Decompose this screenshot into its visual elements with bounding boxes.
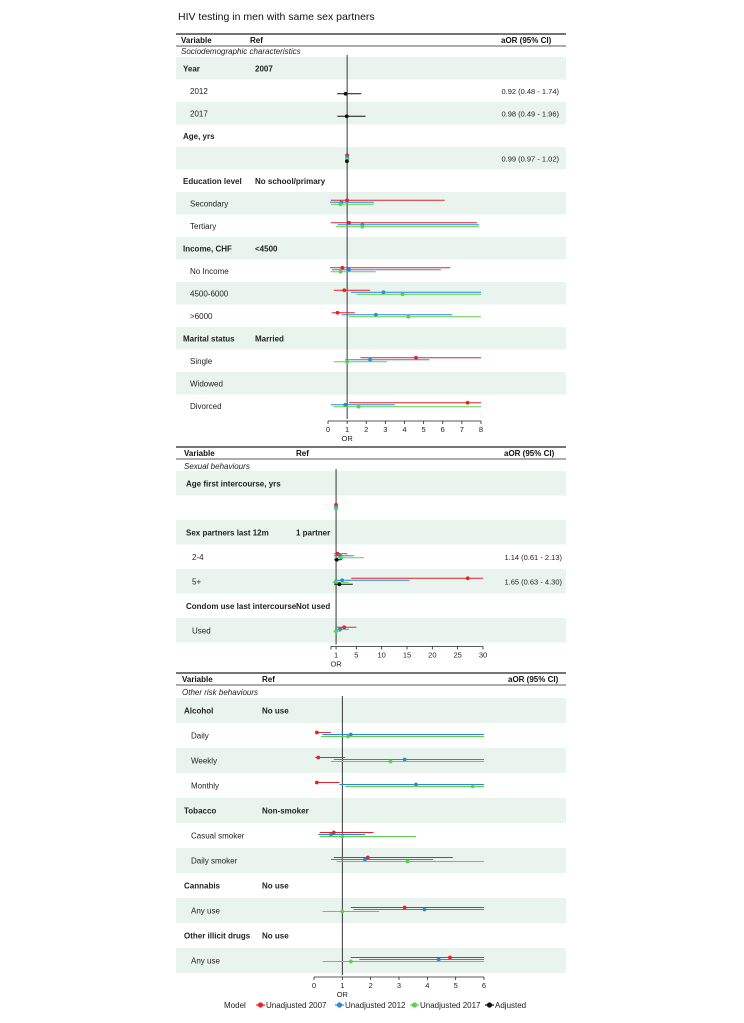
point-estimate-unadjusted-2007 bbox=[414, 356, 418, 360]
level-label-any-use: Any use bbox=[191, 906, 220, 916]
variable-label-tobacco: Tobacco bbox=[184, 806, 217, 816]
level-label-any-use: Any use bbox=[191, 956, 220, 966]
row-band bbox=[176, 698, 566, 723]
variable-label-sex-partners-last-12m: Sex partners last 12m bbox=[186, 528, 269, 538]
point-estimate-unadjusted-2007 bbox=[466, 576, 470, 580]
variable-label-cannabis: Cannabis bbox=[184, 881, 221, 891]
level-label-tertiary: Tertiary bbox=[190, 221, 217, 231]
aor-value: 0.98 (0.49 - 1.96) bbox=[501, 109, 559, 119]
point-estimate-unadjusted-2012 bbox=[414, 783, 418, 787]
panel-sociodemographic-characteristics bbox=[176, 34, 566, 443]
legend-label: Unadjusted 2007 bbox=[266, 1001, 327, 1010]
row-band bbox=[176, 282, 566, 305]
point-estimate-unadjusted-2007 bbox=[336, 311, 340, 315]
point-estimate-unadjusted-2017 bbox=[334, 507, 338, 511]
level-label-secondary: Secondary bbox=[190, 199, 229, 209]
level-label-2-4: 2-4 bbox=[192, 552, 204, 562]
x-tick-label: 6 bbox=[440, 425, 445, 434]
level-label-6000: >6000 bbox=[190, 311, 213, 321]
panel-other-risk-behaviours bbox=[176, 673, 566, 999]
aor-value: 1.65 (0.63 - 4.30) bbox=[504, 577, 562, 587]
level-label-daily-smoker: Daily smoker bbox=[191, 856, 238, 866]
aor-value: 1.14 (0.61 - 2.13) bbox=[504, 552, 562, 562]
section-label: Other risk behaviours bbox=[182, 688, 259, 697]
variable-label-education-level: Education level bbox=[183, 176, 242, 186]
x-tick-label: 1 bbox=[333, 650, 339, 660]
level-label-used: Used bbox=[192, 626, 211, 636]
x-tick-label: 5 bbox=[421, 425, 426, 434]
legend-swatch-dot bbox=[487, 1002, 492, 1007]
point-estimate-unadjusted-2007 bbox=[340, 266, 344, 270]
point-estimate-unadjusted-2012 bbox=[437, 958, 441, 962]
x-tick-label: 4 bbox=[425, 981, 430, 990]
x-tick-label: 3 bbox=[396, 981, 402, 990]
aor-value: 0.92 (0.48 - 1.74) bbox=[501, 86, 559, 96]
x-tick-label: 30 bbox=[478, 650, 488, 660]
point-estimate-unadjusted-2017 bbox=[334, 580, 338, 584]
legend-swatch-dot bbox=[412, 1002, 417, 1007]
x-tick-label: 3 bbox=[383, 425, 388, 434]
x-tick-label: 7 bbox=[459, 425, 464, 434]
figure-title: HIV testing in men with same sex partners bbox=[178, 11, 375, 23]
legend-item-unadjusted-2017 bbox=[410, 1001, 481, 1010]
level-label-no-income: No Income bbox=[190, 266, 229, 276]
point-estimate-unadjusted-2007 bbox=[316, 756, 320, 760]
x-tick-label: 8 bbox=[478, 425, 484, 434]
column-header-ref: Ref bbox=[250, 36, 263, 45]
x-tick-label: 4 bbox=[402, 425, 407, 434]
point-estimate-unadjusted-2017 bbox=[340, 835, 344, 839]
row-band bbox=[176, 57, 566, 80]
variable-label-year: Year bbox=[183, 64, 200, 74]
point-estimate-unadjusted-2012 bbox=[329, 833, 333, 837]
variable-label-other-illicit-drugs: Other illicit drugs bbox=[184, 931, 251, 941]
point-estimate-unadjusted-2017 bbox=[349, 960, 353, 964]
row-band bbox=[176, 237, 566, 260]
legend-item-unadjusted-2007 bbox=[256, 1001, 327, 1010]
point-estimate-unadjusted-2007 bbox=[347, 221, 351, 225]
point-estimate-unadjusted-2017 bbox=[339, 556, 343, 560]
column-header-variable: Variable bbox=[181, 36, 212, 45]
point-estimate-adjusted bbox=[344, 92, 348, 96]
x-tick-label: 1 bbox=[345, 425, 350, 434]
ref-label: 1 partner bbox=[296, 528, 331, 538]
x-tick-label: 1 bbox=[340, 981, 345, 990]
point-estimate-unadjusted-2017 bbox=[401, 292, 405, 296]
legend bbox=[224, 1001, 526, 1010]
point-estimate-unadjusted-2012 bbox=[347, 268, 351, 272]
variable-label-marital-status: Marital status bbox=[183, 334, 235, 344]
column-header-variable: Variable bbox=[182, 675, 213, 684]
variable-label-age-yrs: Age, yrs bbox=[183, 131, 215, 141]
level-label-5: 5+ bbox=[192, 577, 202, 587]
legend-item-adjusted bbox=[485, 1001, 526, 1010]
row-band bbox=[176, 898, 566, 923]
x-tick-label: 2 bbox=[368, 981, 373, 990]
x-tick-label: 2 bbox=[364, 425, 369, 434]
row-band bbox=[176, 618, 566, 643]
row-band bbox=[176, 192, 566, 215]
ref-label: No use bbox=[262, 931, 289, 941]
point-estimate-adjusted bbox=[337, 582, 341, 586]
x-tick-label: 0 bbox=[325, 425, 331, 434]
section-label: Sexual behaviours bbox=[184, 462, 250, 471]
ref-label: No use bbox=[262, 706, 289, 716]
legend-label: Unadjusted 2012 bbox=[345, 1001, 406, 1010]
point-estimate-unadjusted-2012 bbox=[340, 578, 344, 582]
x-tick-label: 10 bbox=[377, 650, 386, 660]
point-estimate-unadjusted-2012 bbox=[382, 290, 386, 294]
column-header-ref: Ref bbox=[262, 675, 275, 684]
row-band bbox=[176, 748, 566, 773]
ref-label: <4500 bbox=[255, 244, 278, 254]
point-estimate-unadjusted-2017 bbox=[471, 785, 475, 789]
level-label-widowed: Widowed bbox=[190, 379, 223, 389]
level-label-monthly: Monthly bbox=[191, 781, 220, 791]
ref-label: No school/primary bbox=[255, 176, 326, 186]
point-estimate-adjusted bbox=[345, 114, 349, 118]
legend-label: Unadjusted 2017 bbox=[420, 1001, 481, 1010]
x-tick-label: 6 bbox=[481, 981, 487, 990]
level-label-4500-6000: 4500-6000 bbox=[190, 289, 229, 299]
row-band bbox=[176, 948, 566, 973]
x-axis-label: OR bbox=[330, 659, 342, 669]
x-tick-label: 0 bbox=[311, 981, 317, 990]
variable-label-age-first-intercourse-yrs: Age first intercourse, yrs bbox=[186, 479, 281, 489]
variable-label-condom-use-last-intercourse: Condom use last intercourse bbox=[186, 601, 297, 611]
x-tick-label: 5 bbox=[453, 981, 458, 990]
x-tick-label: 20 bbox=[428, 650, 437, 660]
legend-swatch-dot bbox=[258, 1002, 263, 1007]
point-estimate-unadjusted-2017 bbox=[340, 910, 344, 914]
point-estimate-unadjusted-2017 bbox=[334, 629, 338, 633]
legend-title: Model bbox=[224, 1001, 246, 1010]
section-label: Sociodemographic characteristics bbox=[181, 47, 301, 56]
point-estimate-unadjusted-2012 bbox=[423, 908, 427, 912]
ref-label: Not used bbox=[296, 601, 331, 611]
column-header-aor: aOR (95% CI) bbox=[501, 36, 552, 45]
row-band bbox=[176, 798, 566, 823]
point-estimate-unadjusted-2007 bbox=[342, 625, 346, 629]
point-estimate-unadjusted-2007 bbox=[345, 198, 349, 202]
row-band bbox=[176, 372, 566, 395]
x-tick-label: 15 bbox=[402, 650, 412, 660]
point-estimate-unadjusted-2017 bbox=[406, 860, 410, 864]
level-label-divorced: Divorced bbox=[190, 401, 222, 411]
level-label-weekly: Weekly bbox=[191, 756, 218, 766]
point-estimate-unadjusted-2017 bbox=[357, 405, 361, 409]
point-estimate-unadjusted-2007 bbox=[466, 401, 470, 405]
column-header-aor: aOR (95% CI) bbox=[504, 449, 555, 458]
point-estimate-unadjusted-2012 bbox=[363, 858, 367, 862]
point-estimate-unadjusted-2012 bbox=[374, 313, 378, 317]
x-tick-label: 5 bbox=[354, 650, 359, 660]
variable-label-alcohol: Alcohol bbox=[184, 706, 214, 716]
legend-item-unadjusted-2012 bbox=[335, 1001, 406, 1010]
level-label-daily: Daily bbox=[191, 731, 209, 741]
point-estimate-unadjusted-2017 bbox=[339, 202, 343, 206]
column-header-ref: Ref bbox=[296, 449, 309, 458]
legend-label: Adjusted bbox=[495, 1001, 527, 1010]
point-estimate-unadjusted-2017 bbox=[389, 760, 393, 764]
point-estimate-unadjusted-2007 bbox=[315, 731, 319, 735]
aor-value: 0.99 (0.97 - 1.02) bbox=[501, 154, 559, 164]
point-estimate-unadjusted-2007 bbox=[448, 956, 452, 960]
x-axis-label: OR bbox=[336, 990, 348, 999]
ref-label: Married bbox=[255, 334, 284, 344]
point-estimate-unadjusted-2017 bbox=[361, 225, 365, 229]
panel-sexual-behaviours bbox=[176, 447, 566, 669]
point-estimate-unadjusted-2007 bbox=[342, 288, 346, 292]
point-estimate-unadjusted-2007 bbox=[403, 906, 407, 910]
ref-label: Non-smoker bbox=[262, 806, 309, 816]
point-estimate-unadjusted-2012 bbox=[338, 627, 342, 631]
point-estimate-unadjusted-2007 bbox=[315, 781, 319, 785]
level-label-2012: 2012 bbox=[190, 86, 208, 96]
level-label-2017: 2017 bbox=[190, 109, 208, 119]
point-estimate-unadjusted-2012 bbox=[368, 358, 372, 362]
x-axis-label: OR bbox=[341, 434, 353, 443]
ref-label: 2007 bbox=[255, 64, 273, 74]
forest-panels bbox=[176, 34, 566, 999]
point-estimate-unadjusted-2017 bbox=[339, 270, 343, 274]
level-label-casual-smoker: Casual smoker bbox=[191, 831, 245, 841]
variable-label-income-chf: Income, CHF bbox=[183, 244, 232, 254]
ref-label: No use bbox=[262, 881, 289, 891]
column-header-variable: Variable bbox=[184, 449, 215, 458]
point-estimate-unadjusted-2017 bbox=[345, 360, 349, 364]
column-header-aor: aOR (95% CI) bbox=[508, 675, 559, 684]
point-estimate-unadjusted-2012 bbox=[403, 758, 407, 762]
x-tick-label: 25 bbox=[453, 650, 462, 660]
point-estimate-adjusted bbox=[335, 558, 339, 562]
point-estimate-unadjusted-2012 bbox=[343, 403, 347, 407]
legend-swatch-dot bbox=[337, 1002, 342, 1007]
point-estimate-adjusted bbox=[345, 159, 349, 163]
point-estimate-unadjusted-2017 bbox=[346, 735, 350, 739]
point-estimate-unadjusted-2017 bbox=[406, 315, 410, 319]
level-label-single: Single bbox=[190, 356, 213, 366]
